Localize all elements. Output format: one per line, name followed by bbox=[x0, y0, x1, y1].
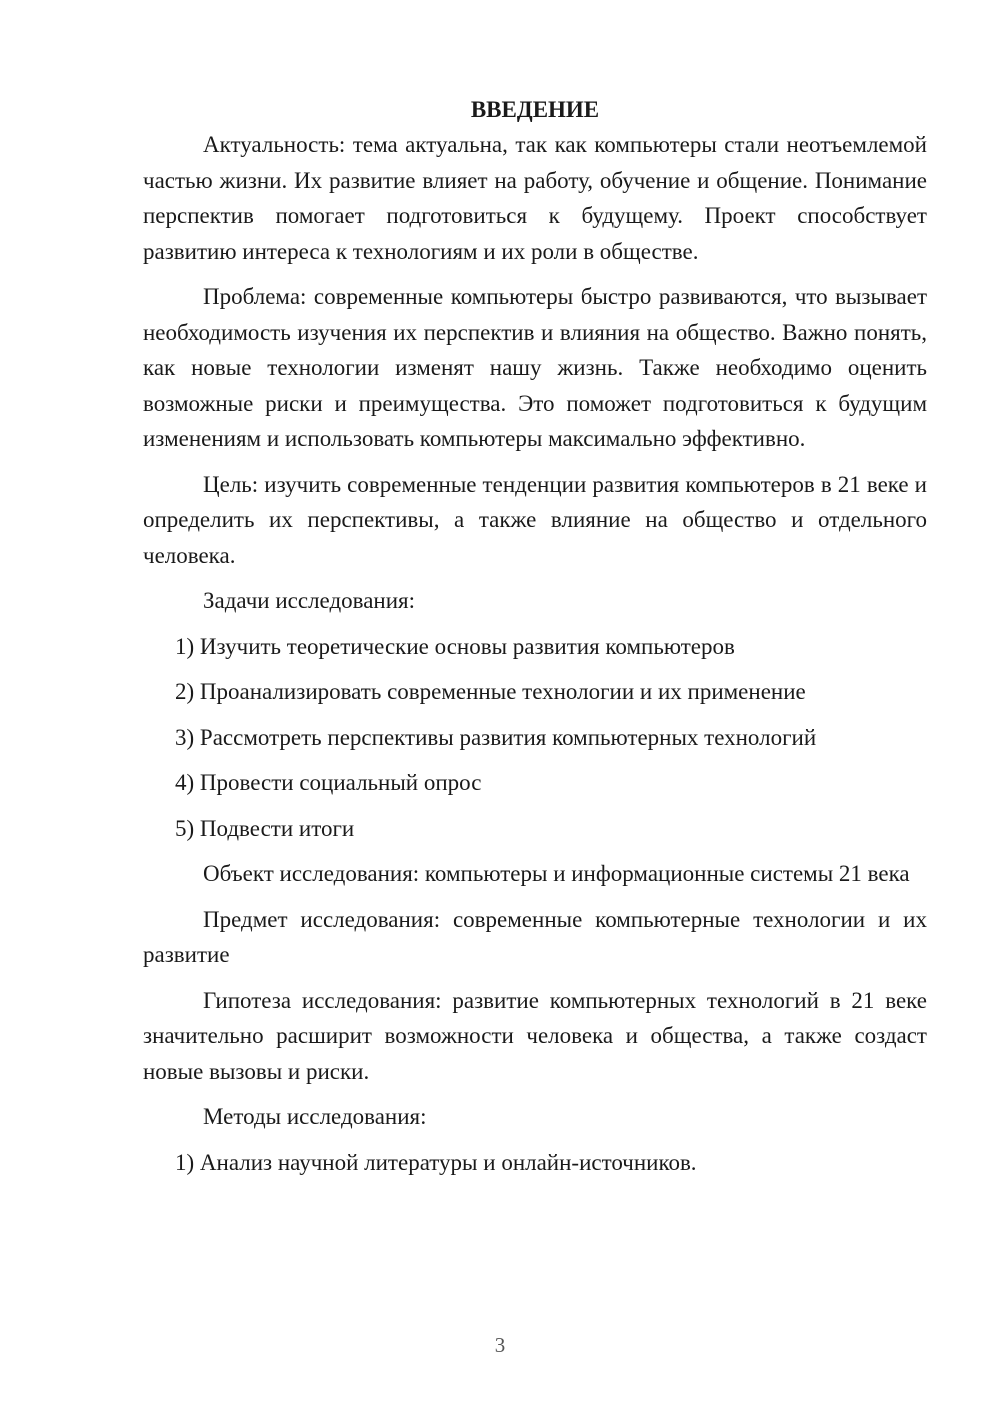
task-item-4: 4) Провести социальный опрос bbox=[175, 770, 482, 795]
page-number: 3 bbox=[494, 1333, 506, 1357]
section-title: ВВЕДЕНИЕ bbox=[470, 97, 600, 122]
methods-heading: Методы исследования: bbox=[203, 1104, 427, 1129]
task-item-1: 1) Изучить теоретические основы развития компьютеров bbox=[175, 633, 735, 659]
paragraph-subject: Предмет исследования: современные компьютерные технологии и их развитие bbox=[143, 906, 927, 967]
paragraph-problem: Проблема: современные компьютеры быстро развиваются, что вызывает необходимость изучения их перспектив и влияния на общество. Важно понять, как новые технологии изменят нашу жизнь. Также необходимо оценить возможные риски и преимущества. Это поможет подготовиться к будущим изменениям и использовать компьютеры максимально эффективно. bbox=[143, 284, 927, 451]
task-item-2: 2) Проанализировать современные технологии и их применение bbox=[175, 679, 806, 704]
method-item-1: 1) Анализ научной литературы и онлайн-источников. bbox=[175, 1149, 697, 1175]
tasks-heading: Задачи исследования: bbox=[203, 588, 416, 613]
document-body bbox=[143, 92, 927, 1180]
task-item-3: 3) Рассмотреть перспективы развития компьютерных технологий bbox=[175, 724, 817, 750]
paragraph-relevance: Актуальность: тема актуальна, так как компьютеры стали неотъемлемой частью жизни. Их развитие влияет на работу, обучение и общение. Понимание перспектив помогает подготовиться к будущему. Проект способствует развитию интереса к технологиям и их роли в обществе. bbox=[143, 132, 927, 264]
paragraph-goal: Цель: изучить современные тенденции развития компьютеров в 21 веке и определить их перспективы, а также влияние на общество и отдельного человека. bbox=[143, 471, 927, 568]
task-item-5: 5) Подвести итоги bbox=[175, 815, 355, 841]
paragraph-object: Объект исследования: компьютеры и информационные системы 21 века bbox=[203, 861, 910, 886]
paragraph-hypothesis: Гипотеза исследования: развитие компьютерных технологий в 21 веке значительно расширит возможности человека и общества, а также создаст новые вызовы и риски. bbox=[143, 987, 927, 1084]
